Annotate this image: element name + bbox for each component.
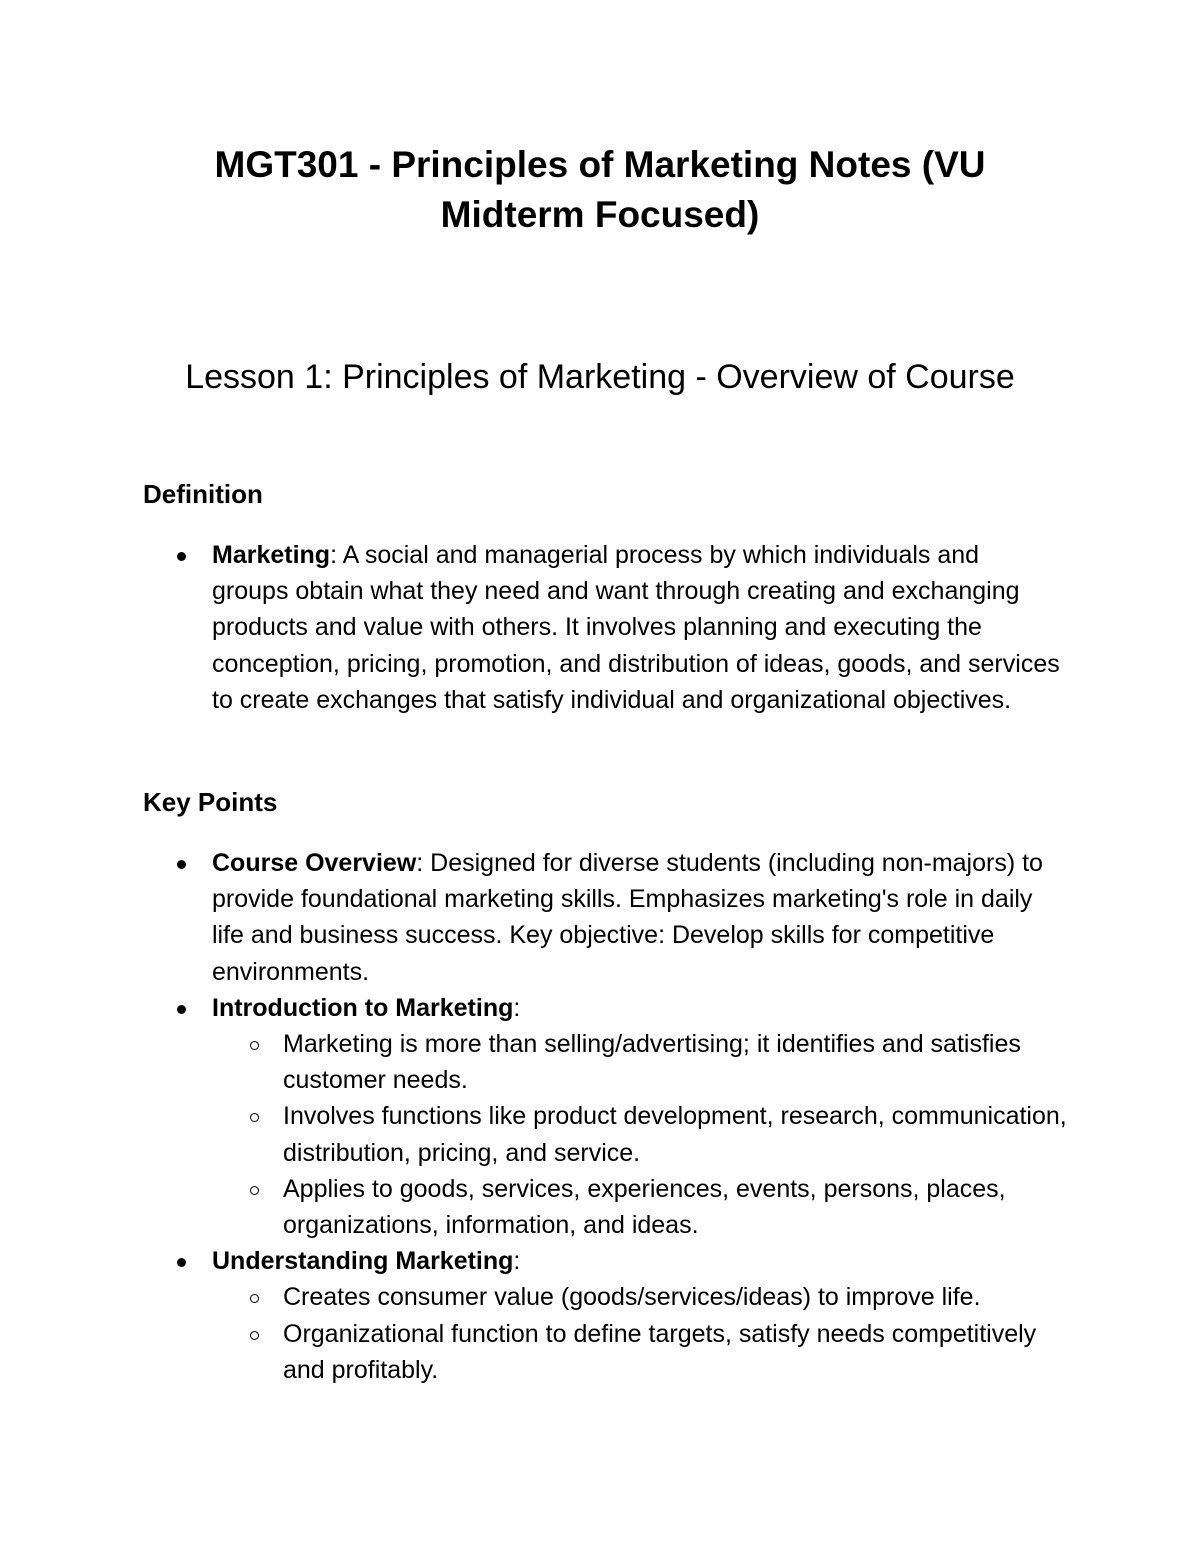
hollow-bullet-icon [250,1186,259,1195]
hollow-bullet-icon [250,1294,259,1303]
bullet-icon [177,860,186,869]
sub-list [212,1026,1067,1243]
hollow-bullet-icon [250,1113,259,1122]
term-description: : [513,993,521,1022]
sub-item-text: Marketing is more than selling/advertising; it identifies and satisfies customer needs. [283,1030,1021,1095]
sub-list-item [212,1171,1073,1243]
lesson-heading: Lesson 1: Principles of Marketing - Overview of Course [185,358,1015,396]
term-label: Introduction to Marketing [212,993,514,1022]
bullet-icon [177,1258,186,1267]
hollow-bullet-icon [250,1041,259,1050]
list-item [0,537,1062,718]
bullet-icon [177,552,186,561]
sub-list-item [212,1026,1073,1098]
sub-item-text: Organizational function to define targets, satisfy needs competitively and profitably. [283,1319,1037,1384]
list-item [0,990,1067,1243]
list-item [0,845,1062,990]
term-label: Course Overview [212,849,417,877]
sub-list-item [212,1098,1073,1170]
term-label: Marketing [212,541,331,569]
sub-list-item [212,1316,1073,1388]
key-points-list [0,845,1067,1388]
term-label: Understanding Marketing [212,1247,514,1276]
sub-item-text: Creates consumer value (goods/services/ideas) to improve life. [283,1283,981,1312]
key-points-heading: Key Points [143,787,278,817]
list-item [0,1243,1062,1388]
sub-item-text: Applies to goods, services, experiences, events, persons, places, organizations, information, and ideas. [283,1174,1006,1240]
document-title: MGT301 - Principles of Marketing Notes (VU Midterm Focused) [214,144,986,235]
term-description: : A social and managerial process by which individuals and groups obtain what they need and want through creating and exchanging products and value with others. It involves planning and executing the conception, pricing, promotion, and distribution of ideas, goods, and services to create exchanges that satisfy individual and organizational objectives. [212,541,1060,714]
sub-list [212,1279,1062,1388]
sub-list-item [212,1279,1073,1315]
bullet-icon [177,1005,186,1014]
hollow-bullet-icon [250,1331,259,1340]
definition-heading: Definition [143,479,263,509]
term-description: : Designed for diverse students (including non-majors) to provide foundational marketing skills. Emphasizes marketing's role in daily life and business success. Key objective: Develop skills for competitive environments. [212,849,1043,986]
sub-item-text: Involves functions like product development, research, communication, distribution, pricing, and service. [283,1102,1067,1167]
term-description: : [513,1247,521,1276]
definition-list [0,537,1062,718]
